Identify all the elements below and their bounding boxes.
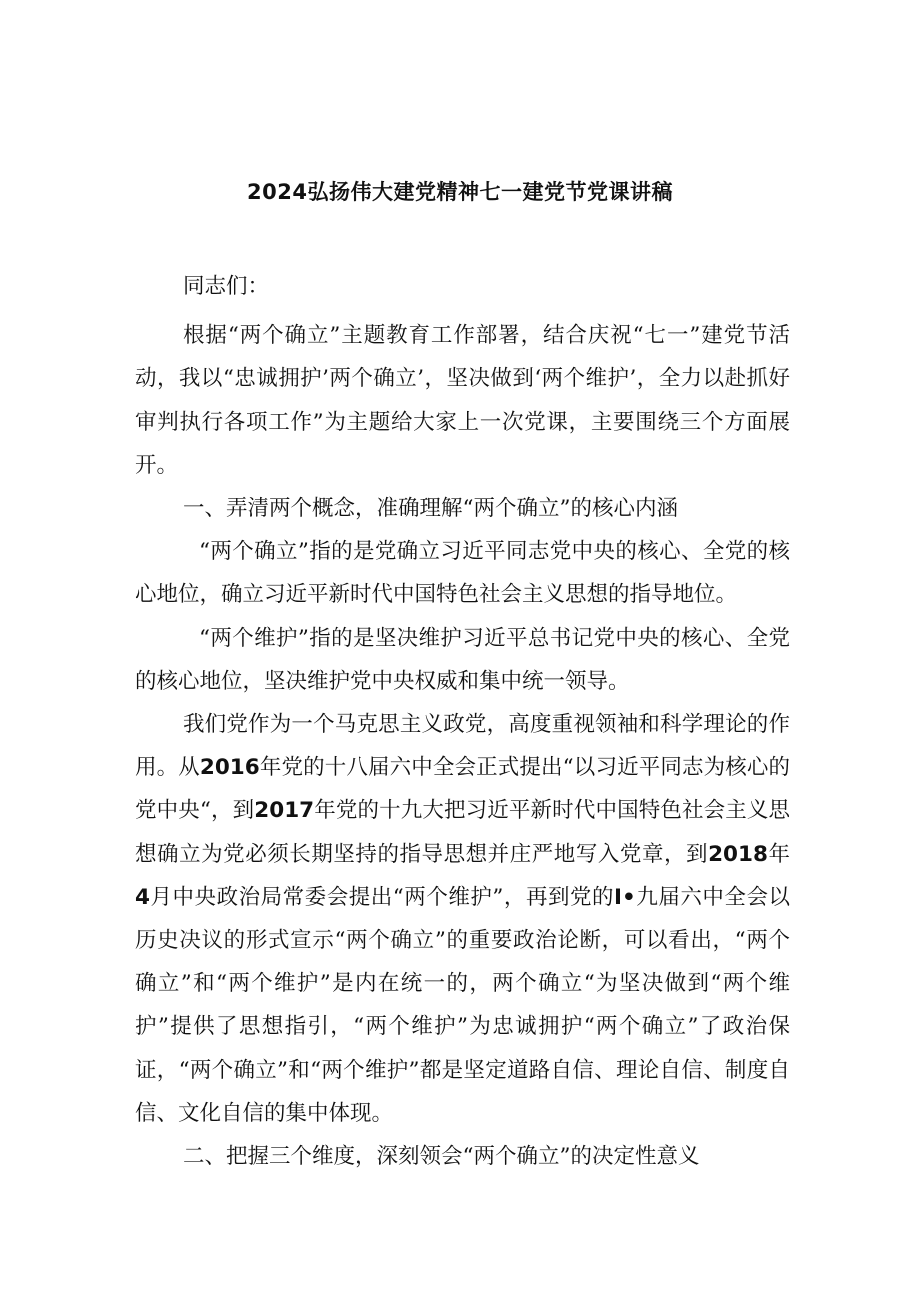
history-text-4: 年 — [767, 841, 790, 867]
history-text-1: 我们党作为一个马克思主义政党，高度重视领袖和科学理论的作用。从 — [135, 712, 790, 781]
intro-paragraph: 根据“两个确立”主题教育工作部署，结合庆祝“七一”建党节活动，我以“忠诚拥护’两个确立’，坚决做到‘两个维护’，全力以赴抓好审判执行各项工作”为主题给大家上一次党课，主要围绕三个方面展开。 — [135, 323, 790, 478]
document-title: 2024弘扬伟大建党精神七一建党节党课讲稿 — [247, 180, 673, 204]
year-2017: 2017 — [254, 798, 315, 824]
ocr-glyph: I• — [614, 884, 636, 910]
history-text-5: 月中央政治局常委会提出“两个维护”，再到党的 — [149, 884, 615, 910]
definition-two-safeguards: “两个维护”指的是坚决维护习近平总书记党中央的核心、全党的核心地位，坚决维护党中央权威和集中统一领导。 — [135, 625, 790, 694]
history-text-6: 九届六中全会以历史决议的形式宣示“两个确立”的重要政治论断，可以看出，“两个确立”和“两个维护”是内在统一的，两个确立“为坚决做到“两个维护”提供了思想指引，“两个维护”为忠诚拥护“两个确立”了政治保证，“两个确立”和“两个维护”都是坚定道路自信、理论自信、制度自信、文化自信的集中体现。 — [135, 884, 790, 1126]
section-2-heading: 二、把握三个维度，深刻领会“两个确立”的决定性意义 — [183, 1144, 700, 1170]
document-body — [135, 265, 790, 1178]
history-paragraph — [135, 703, 790, 1135]
year-2018: 2018 — [708, 841, 768, 867]
salutation: 同志们： — [183, 274, 270, 299]
month-4: 4 — [135, 884, 150, 910]
section-1-heading: 一、弄清两个概念，准确理解“两个确立”的核心内涵 — [183, 496, 678, 522]
history-text-2: 年党的十八届六中全会正式提出“以习近平同志为核心的党中央“，到 — [135, 755, 790, 824]
definition-two-establishments: “两个确立”指的是党确立习近平同志党中央的核心、全党的核心地位，确立习近平新时代中国特色社会主义思想的指导地位。 — [135, 539, 790, 608]
year-2016: 2016 — [199, 755, 260, 781]
history-text-3: 年党的十九大把习近平新时代中国特色社会主义思想确立为党必须长期坚持的指导思想并庄严地写入党章，到 — [135, 798, 790, 867]
